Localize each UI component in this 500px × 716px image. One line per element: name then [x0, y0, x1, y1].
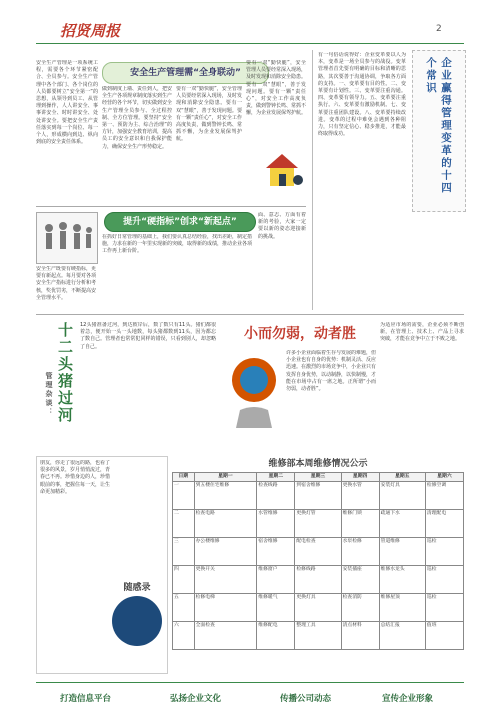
table-cell: 维修水龙头	[379, 566, 425, 594]
table-cell: 总结汇报	[379, 622, 425, 650]
table-cell: 巡检	[425, 594, 463, 622]
table-cell: 配电检查	[295, 538, 341, 566]
page-number: 2	[436, 24, 442, 34]
table-cell: 水管维修	[257, 510, 295, 538]
table-cell: 维修屋顶	[379, 594, 425, 622]
article1-col4: 要有一双“勤快腿”，安全管理人员要经常深入现场，及时发现和消除安全隐患。要有一双“慧眼”，善于发现问题。要有一颗“责任心”，对安全工作高度负责，做到警钟长鸣、常抓不懈，为企业发展保驾护航。	[246, 60, 306, 117]
table-cell: 清点材料	[341, 622, 379, 650]
table-cell: 巡检	[425, 538, 463, 566]
table-cell: 整理工具	[295, 622, 341, 650]
footer-item: 传播公司动态	[280, 694, 332, 704]
table-header: 星期一	[194, 473, 257, 482]
table-cell: 安装灯具	[379, 482, 425, 510]
table-row	[173, 538, 464, 566]
article2-col3: 面、意志、方面有着新的考验，大家一定要以新的姿态迎接新的挑战。	[258, 212, 306, 240]
article1-col3: 要有一双“勤快腿”，安全管理人员要经常深入现场，及时发现和消除安全隐患。要有一双“慧眼”，善于发现问题。要有一颗“责任心”，对安全工作高度负责，做到警钟长鸣、常抓不懈，为企业发展保驾护航。	[176, 86, 242, 143]
table-header: 星期二	[257, 473, 295, 482]
masthead: 招贤周报	[60, 22, 121, 40]
article2-col2: 在抓好日常管理的基础上，我们要认真总结经验，找出差距，制定措施，力求在新的一年里实现新的突破，取得新的成绩，推动企业各项工作再上新台阶。	[102, 234, 252, 255]
footer-item: 宣传企业形象	[382, 694, 434, 704]
table-cell: 三	[173, 538, 195, 566]
table-cell: 值班	[425, 622, 463, 650]
table-header: 星期六	[425, 473, 463, 482]
table-cell: 检修线路	[295, 566, 341, 594]
table-cell: 六	[173, 622, 195, 650]
table-cell: 更换灯具	[295, 594, 341, 622]
table-row	[173, 594, 464, 622]
table-cell: 水泵检修	[341, 538, 379, 566]
footer-item: 弘扬企业文化	[170, 694, 222, 704]
table-header: 日期	[173, 473, 195, 482]
table-row	[173, 566, 464, 594]
article4-text2: 为适应市场的需要，企业必须不断创新，在管理上、技术上、产品上寻求突破，才能在竞争中立于不败之地。	[380, 322, 464, 343]
table-cell: 检查电路	[194, 510, 257, 538]
table-cell: 检修电梯	[194, 594, 257, 622]
table-cell: 宿舍维修	[257, 538, 295, 566]
table-cell: 清理配电	[425, 510, 463, 538]
article1-title: 安全生产管理需“全身联动”	[102, 62, 269, 84]
divider	[36, 314, 464, 315]
table-cell: 维修窗户	[257, 566, 295, 594]
dandelion-image	[112, 596, 162, 646]
table-cell: 到五楼住宅维修	[194, 482, 257, 510]
table-cell: 二	[173, 510, 195, 538]
article3-text: 12头猪准备过河，到达彼岸后，数了数只有11头。猪们都很着急，便开始一头一头地数，每头猪都数到11头，因为都忘了数自己。管理者也常常犯同样的错误，只看到别人，却忽略了自己。	[80, 322, 216, 350]
table-cell: 管道维修	[379, 538, 425, 566]
article1-col2: 做到制度上墙、责任到人，把安全生产各项规章制度落实到生产经营的各个环节，切实做到安全生产管理全员参与、全过程控制、全方位管理。要坚持“安全第一、预防为主、综合治理”的方针，加强安全教育培训，提高员工的安全意识和自我保护能力，确保安全生产形势稳定。	[102, 86, 172, 150]
column-divider	[312, 50, 313, 310]
table-row	[173, 482, 464, 510]
table-cell: 安装插座	[341, 566, 379, 594]
header-rule	[36, 43, 464, 44]
table-cell: 到宿舍维修	[295, 482, 341, 510]
article2-col1: 安全生产既要有硬指标，更要有新起点。每月要对各项安全生产指标进行分析和考核，奖优罚劣，不断提高安全管理水平。	[36, 266, 96, 301]
table-cell: 一	[173, 482, 195, 510]
divider	[36, 206, 306, 207]
footer-rule	[36, 682, 464, 683]
table-cell: 更换水管	[341, 482, 379, 510]
poem-title: 随感录	[123, 583, 151, 593]
table-cell: 五	[173, 594, 195, 622]
table-cell: 检修空调	[425, 482, 463, 510]
sidebar1-text: 有一句俗话说得好：企业变革要以人为本，变革是一场全员参与的战役。变革管理者首先要有明确的目标和清晰的思路，其次要善于沟通协调，争取各方面的支持。一、变革要有目的性。二、变革要有计划性。三、变革要注重沟通。四、变革要有领导力。五、变革要注重执行。六、变革要有激励机制。七、变革要注重团队建设。八、变革要持续改进。变革的过程中难免会遇到各种阻力，只有坚定信心、稳步推进，才能最终取得成功。	[318, 52, 406, 138]
article3-subtitle: 管理杂谈：	[45, 372, 53, 417]
table-cell: 巡检	[425, 566, 463, 594]
table-header: 星期四	[341, 473, 379, 482]
table-cell: 维修暖气	[257, 594, 295, 622]
globe-illustration	[226, 350, 284, 434]
table-cell: 办公楼维修	[194, 538, 257, 566]
article4-text: 许多小企业面临着生存与发展的难题，但小企业也有自身的优势：机制灵活、反应迅速。在激烈的市场竞争中，小企业只有发挥自身优势，以动制静，以快制慢，才能在市场中占有一席之地。正所谓“小而勿弱，动者胜”。	[286, 350, 376, 393]
table-cell: 四	[173, 566, 195, 594]
repair-title: 维修部本周维修情况公示	[268, 459, 368, 469]
table-header: 星期三	[295, 473, 341, 482]
repair-table	[172, 472, 464, 650]
table-cell: 疏通下水	[379, 510, 425, 538]
table-row	[173, 510, 464, 538]
article2-title: 提升“硬指标”创求“新起点”	[104, 212, 256, 232]
footer-item: 打造信息平台	[60, 694, 112, 704]
table-cell: 维修配电	[257, 622, 295, 650]
house-illustration	[262, 150, 304, 190]
article1-col1: 安全生产管理是一项系统工程，需要各个环节紧密配合、全员参与。安全生产管理中各个部门、各个岗位的人员都要树立“安全第一”的思想，从领导到员工、从管理到操作，人人讲安全、事事讲安全、时时讲安全、处处讲安全。要把安全生产责任落实到每一个岗位、每一个人，形成横向到边、纵向到底的安全责任体系。	[36, 60, 98, 146]
team-illustration	[36, 212, 98, 264]
article3-title: 十二头猪过河	[56, 322, 74, 424]
sidebar1-title-box	[412, 50, 466, 212]
poem-text: 朋友，你走了很远的路，也看了很多的风景，岁月悄悄流过，青春已不再。珍惜身边的人，珍惜眼前的事，把握住每一天，让生命更加精彩。	[40, 460, 110, 495]
table-cell: 全面检查	[194, 622, 257, 650]
sidebar1-title: 企业赢得管理变革的十四个常识	[425, 57, 452, 195]
table-cell: 更换灯管	[295, 510, 341, 538]
table-cell: 检查线路	[257, 482, 295, 510]
table-header: 星期五	[379, 473, 425, 482]
table-cell: 检查消防	[341, 594, 379, 622]
table-cell: 维修门锁	[341, 510, 379, 538]
article4-title: 小而勿弱，动者胜	[244, 326, 356, 342]
table-row	[173, 622, 464, 650]
table-cell: 更换开关	[194, 566, 257, 594]
